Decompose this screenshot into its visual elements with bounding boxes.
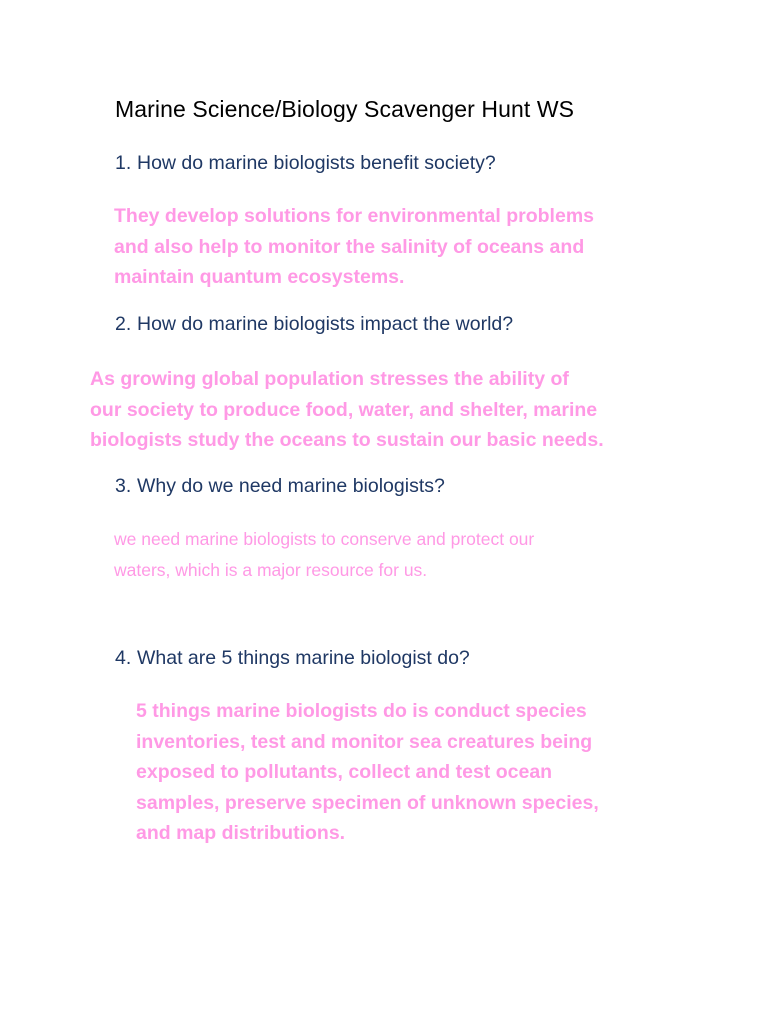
answer-line: inventories, test and monitor sea creatures being: [136, 730, 593, 753]
answer-line: biologists study the oceans to sustain our basic needs.: [90, 429, 604, 451]
answer-line: maintain quantum ecosystems.: [114, 266, 405, 288]
question-number: 2.: [115, 313, 132, 335]
question-2: [115, 313, 513, 336]
answer-line: and also help to monitor the salinity of oceans and: [114, 235, 585, 258]
answer-2: [90, 364, 604, 456]
answer-1: [114, 201, 594, 293]
answer-line: As growing global population stresses the ability of: [90, 368, 569, 390]
answer-line: exposed to pollutants, collect and test ocean: [136, 761, 553, 783]
document-title: Marine Science/Biology Scavenger Hunt WS: [115, 96, 575, 122]
question-text: How do marine biologists impact the world?: [137, 313, 514, 335]
question-text: How do marine biologists benefit society?: [137, 152, 496, 174]
answer-line: and map distributions.: [136, 822, 346, 844]
question-1: [115, 152, 496, 175]
question-number: 4.: [115, 647, 132, 669]
answer-line: we need marine biologists to conserve and protect our: [114, 529, 535, 549]
answer-4: [136, 696, 599, 849]
question-text: What are 5 things marine biologist do?: [137, 647, 470, 669]
answer-3: [114, 524, 534, 585]
question-text: Why do we need marine biologists?: [137, 475, 445, 497]
answer-line: samples, preserve specimen of unknown species,: [136, 791, 599, 814]
answer-line: waters, which is a major resource for us.: [114, 559, 428, 580]
answer-line: our society to produce food, water, and shelter, marine: [90, 398, 598, 421]
question-number: 1.: [115, 152, 132, 174]
question-3: [115, 475, 445, 498]
question-4: [115, 647, 470, 670]
answer-line: They develop solutions for environmental problems: [114, 205, 594, 227]
question-number: 3.: [115, 475, 132, 497]
answer-line: 5 things marine biologists do is conduct species: [136, 700, 587, 722]
